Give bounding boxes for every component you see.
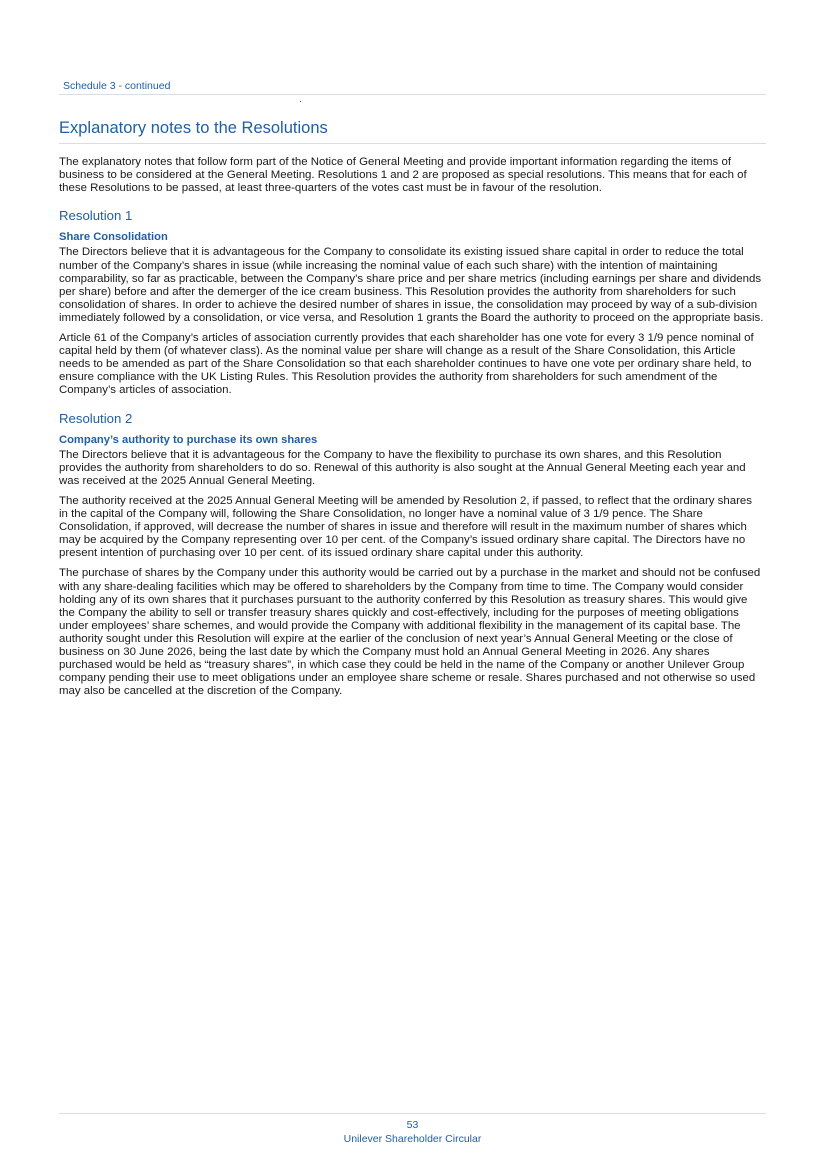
resolution-1-paragraph: The Directors believe that it is advantageous for the Company to consolidate its existing issued share capital in order to reduce the total number of the Company’s shares in issue (while increasing the nominal value of each such share) with the intention of maintaining comparability, so far as practicable, between the Company’s share price and per share metrics (including earnings per share and dividends per share) before and after the demerger of the ice cream business. This Resolution provides the authority from shareholders for such consolidation of shares. In order to achieve the desired number of shares in issue, the consolidation may proceed by way of a sub-division immediately followed by a consolidation, or vice versa, and Resolution 1 grants the Board the authority to proceed on the appropriate basis. — [59, 246, 764, 324]
section-title: Explanatory notes to the Resolutions — [59, 119, 328, 137]
resolution-2-heading: Resolution 2 — [59, 410, 133, 426]
running-head: Schedule 3 - continued — [63, 80, 171, 92]
main-content — [59, 156, 764, 705]
header-divider — [59, 94, 766, 95]
resolution-2-paragraph: The Directors believe that it is advantageous for the Company to have the flexibility to purchase its own shares, and this Resolution provides the authority from shareholders to do so. Renewal of this authority is also sought at the Annual General Meeting each year and was received at the 2025 Annual General Meeting. — [59, 448, 746, 487]
footer-divider — [59, 1113, 766, 1114]
stray-mark — [300, 101, 301, 102]
share-purchase-subheading: Company’s authority to purchase its own shares — [59, 433, 318, 446]
resolution-1-paragraph: Article 61 of the Company’s articles of association currently provides that each shareholder has one vote for every 3 1/9 pence nominal of capital held by them (of whatever class). As the nominal value per share will change as a result of the Share Consolidation, this Article needs to be amended as part of the Share Consolidation so that each shareholder continues to have one vote per ordinary share held, to ensure compliance with the UK Listing Rules. This Resolution provides the authority from shareholders for such amendment of the Company’s articles of association. — [59, 332, 754, 397]
intro-paragraph: The explanatory notes that follow form part of the Notice of General Meeting and provide important information regarding the items of business to be considered at the General Meeting. Resolutions 1 and 2 are proposed as special resolutions. This means that for each of these Resolutions to be passed, at least three-quarters of the votes cast must be in favour of the resolution. — [59, 156, 747, 195]
footer-document-title: Unilever Shareholder Circular — [343, 1133, 482, 1145]
resolution-2-paragraph: The purchase of shares by the Company under this authority would be carried out by a purchase in the market and should not be confused with any share-dealing facilities which may be offered to shareholders by the Company from time to time. The Company would consider holding any of its own shares that it purchases pursuant to the authority conferred by this Resolution as treasury shares. This would give the Company the ability to sell or transfer treasury shares quickly and cost-effectively, including for the purposes of meeting obligations under employees’ share schemes, and would provide the Company with additional flexibility in the management of its capital base. The authority sought under this Resolution will expire at the earlier of the conclusion of next year’s Annual General Meeting or the close of business on 30 June 2026, being the last date by which the Company must hold an Annual General Meeting in 2026. Any shares purchased would be held as “treasury shares”, in which case they could be held in the name of the Company or another Unilever Group company pending their use to meet obligations under an employee share scheme or resale. Shares purchased and not otherwise so used may also be cancelled at the discretion of the Company. — [59, 567, 761, 698]
share-consolidation-subheading: Share Consolidation — [59, 231, 168, 244]
title-divider — [59, 143, 766, 144]
resolution-2-paragraph: The authority received at the 2025 Annual General Meeting will be amended by Resolution 2, if passed, to reflect that the ordinary shares in the capital of the Company will, following the Share Consolidation, no longer have a nominal value of 3 1/9 pence. The Share Consolidation, if approved, will decrease the number of shares in issue and therefore will result in the maximum number of shares which may be acquired by the Company representing over 10 per cent. of the Company’s issued ordinary share capital. The Directors have no present intention of purchasing over 10 per cent. of its issued ordinary share capital under this authority. — [59, 494, 753, 560]
page-number: 53 — [406, 1119, 419, 1131]
resolution-1-heading: Resolution 1 — [59, 208, 133, 224]
